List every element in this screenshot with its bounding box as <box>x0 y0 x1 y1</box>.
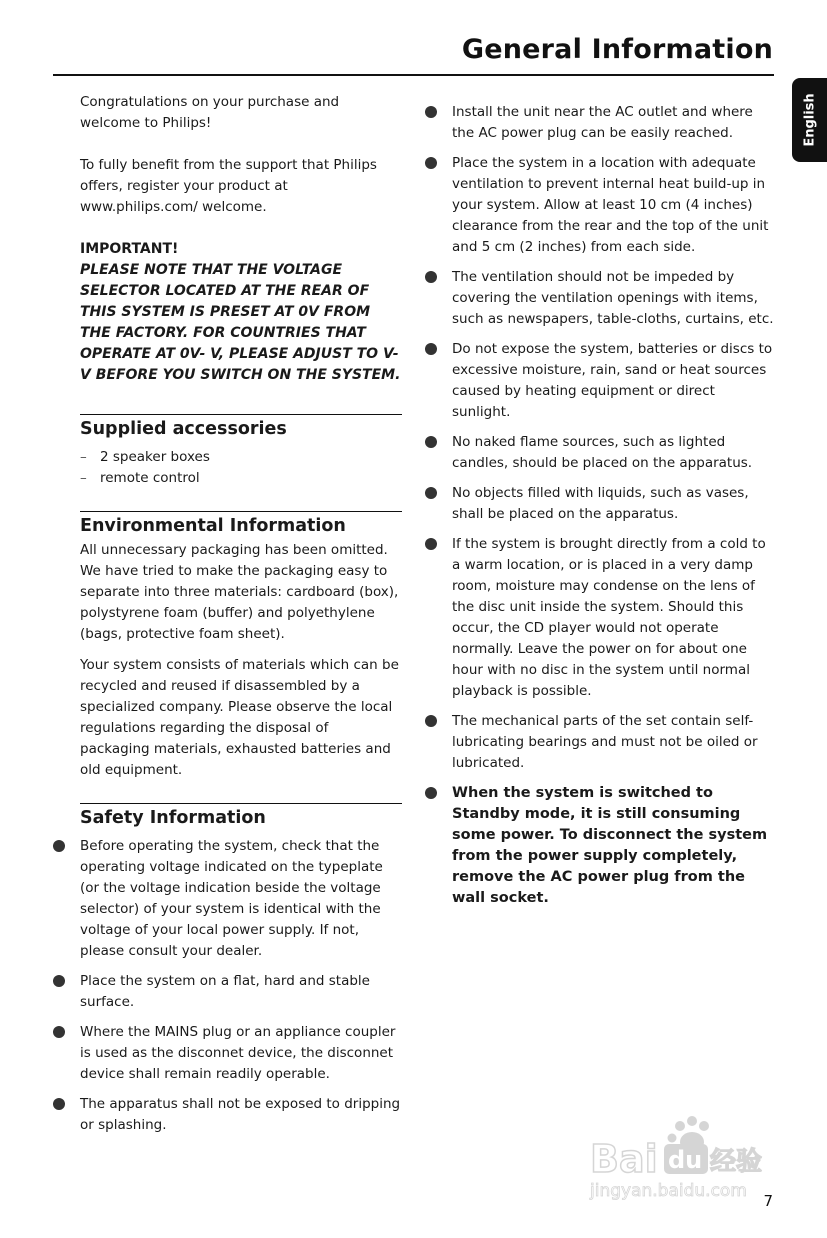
svg-text:Bai: Bai <box>590 1137 658 1181</box>
language-tab <box>792 78 827 162</box>
bullet-text: When the system is switched to Standby mode, it is still consuming some power. To disconnect the system from the power supply completely, remove the AC power plug from the wall socket. <box>452 785 768 906</box>
bullet-icon <box>53 1098 65 1110</box>
bullet-text: Install the unit near the AC outlet and where the AC power plug can be easily reached. <box>452 104 753 141</box>
list-item <box>452 153 776 258</box>
bullet-text: No naked flame sources, such as lighted candles, should be placed on the apparatus. <box>452 434 753 471</box>
bullet-text: Place the system on a flat, hard and stable surface. <box>80 973 370 1010</box>
left-column <box>80 92 402 1145</box>
baidu-watermark-logo <box>588 1112 778 1202</box>
list-item <box>452 339 776 423</box>
bullet-text: Where the MAINS plug or an appliance coupler is used as the disconnet device, the disconnet device shall remain readily operable. <box>80 1024 396 1082</box>
safety-list-right <box>452 102 776 909</box>
bullet-icon <box>425 343 437 355</box>
page-title: General Information <box>461 34 773 65</box>
list-item <box>452 267 776 330</box>
bullet-text: Place the system in a location with adequate ventilation to prevent internal heat build-up in your system. Allow at least 10 cm (4 inches) clearance from the rear and the top of the unit and 5 cm (2 inches) from each side. <box>452 155 769 255</box>
svg-text:jingyan.baidu.com: jingyan.baidu.com <box>590 1181 747 1201</box>
list-item: – 2 speaker boxes <box>80 447 402 468</box>
environmental-section <box>80 511 402 781</box>
important-text: PLEASE NOTE THAT THE VOLTAGE SELECTOR LOCATED AT THE REAR OF THIS SYSTEM IS PRESET AT 0V FROM THE FACTORY. FOR COUNTRIES THAT OPERATE AT 0V- V, PLEASE ADJUST TO V- V BEFORE YOU SWITCH ON THE SYSTEM. <box>80 262 401 383</box>
list-item <box>80 1094 402 1136</box>
bullet-icon <box>425 436 437 448</box>
safety-heading: Safety Information <box>80 808 266 828</box>
list-item <box>80 1022 402 1085</box>
important-label: IMPORTANT! <box>80 241 179 257</box>
supplied-accessories-heading: Supplied accessories <box>80 419 287 439</box>
standby-warning <box>452 783 776 909</box>
bullet-icon <box>425 787 437 799</box>
bullet-text: Do not expose the system, batteries or discs to excessive moisture, rain, sand or heat sources caused by heating equipment or direct sunlight. <box>452 341 773 420</box>
language-tab-label: English <box>802 93 817 147</box>
right-column <box>452 102 776 918</box>
accessories-list <box>80 447 402 489</box>
bullet-icon <box>53 975 65 987</box>
page-number: 7 <box>763 1192 773 1210</box>
list-item <box>452 102 776 144</box>
list-item: – remote control <box>80 468 402 489</box>
bullet-text: The mechanical parts of the set contain self-lubricating bearings and must not be oiled or lubricated. <box>452 713 758 771</box>
bullet-text: The apparatus shall not be exposed to dripping or splashing. <box>80 1096 401 1133</box>
bullet-icon <box>425 487 437 499</box>
environmental-heading: Environmental Information <box>80 516 346 536</box>
safety-list-left <box>80 836 402 1136</box>
list-item <box>452 711 776 774</box>
title-rule <box>53 74 774 76</box>
important-notice <box>80 239 402 386</box>
list-item <box>452 534 776 702</box>
bullet-text: The ventilation should not be impeded by covering the ventilation openings with items, such as newspapers, table-cloths, curtains, etc. <box>452 269 774 327</box>
svg-text:du: du <box>668 1146 703 1174</box>
list-item <box>452 483 776 525</box>
supplied-accessories-section <box>80 414 402 489</box>
bullet-icon <box>425 538 437 550</box>
intro-register: To fully benefit from the support that Philips offers, register your product at www.philips.com/ welcome. <box>80 157 377 215</box>
bullet-text: Before operating the system, check that the operating voltage indicated on the typeplate (or the voltage indication beside the voltage selector) of your system is identical with the voltage of your local power supply. If not, please consult your dealer. <box>80 838 383 959</box>
bullet-icon <box>53 1026 65 1038</box>
bullet-icon <box>425 715 437 727</box>
svg-text:经验: 经验 <box>710 1147 763 1177</box>
bullet-text: No objects filled with liquids, such as vases, shall be placed on the apparatus. <box>452 485 749 522</box>
intro-congrats: Congratulations on your purchase and welcome to Philips! <box>80 94 340 131</box>
bullet-text: If the system is brought directly from a cold to a warm location, or is placed in a very damp room, moisture may condense on the lens of the disc unit inside the system. Should this occur, the CD player would not operate normally. Leave the power on for about one hour with no disc in the system until normal playback is possible. <box>452 536 766 699</box>
bullet-icon <box>425 106 437 118</box>
list-item <box>452 432 776 474</box>
safety-section <box>80 803 402 1136</box>
bullet-icon <box>425 271 437 283</box>
list-item <box>80 971 402 1013</box>
bullet-icon <box>53 840 65 852</box>
bullet-icon <box>425 157 437 169</box>
list-item <box>80 836 402 962</box>
environmental-paragraph: All unnecessary packaging has been omitted. We have tried to make the packaging easy to separate into three materials: cardboard (box), polystyrene foam (buffer) and polyethylene (bags, protective foam sheet). <box>80 542 399 642</box>
environmental-paragraph: Your system consists of materials which can be recycled and reused if disassembled by a specialized company. Please observe the local regulations regarding the disposal of packaging materials, exhausted batteries and old equipment. <box>80 657 399 778</box>
